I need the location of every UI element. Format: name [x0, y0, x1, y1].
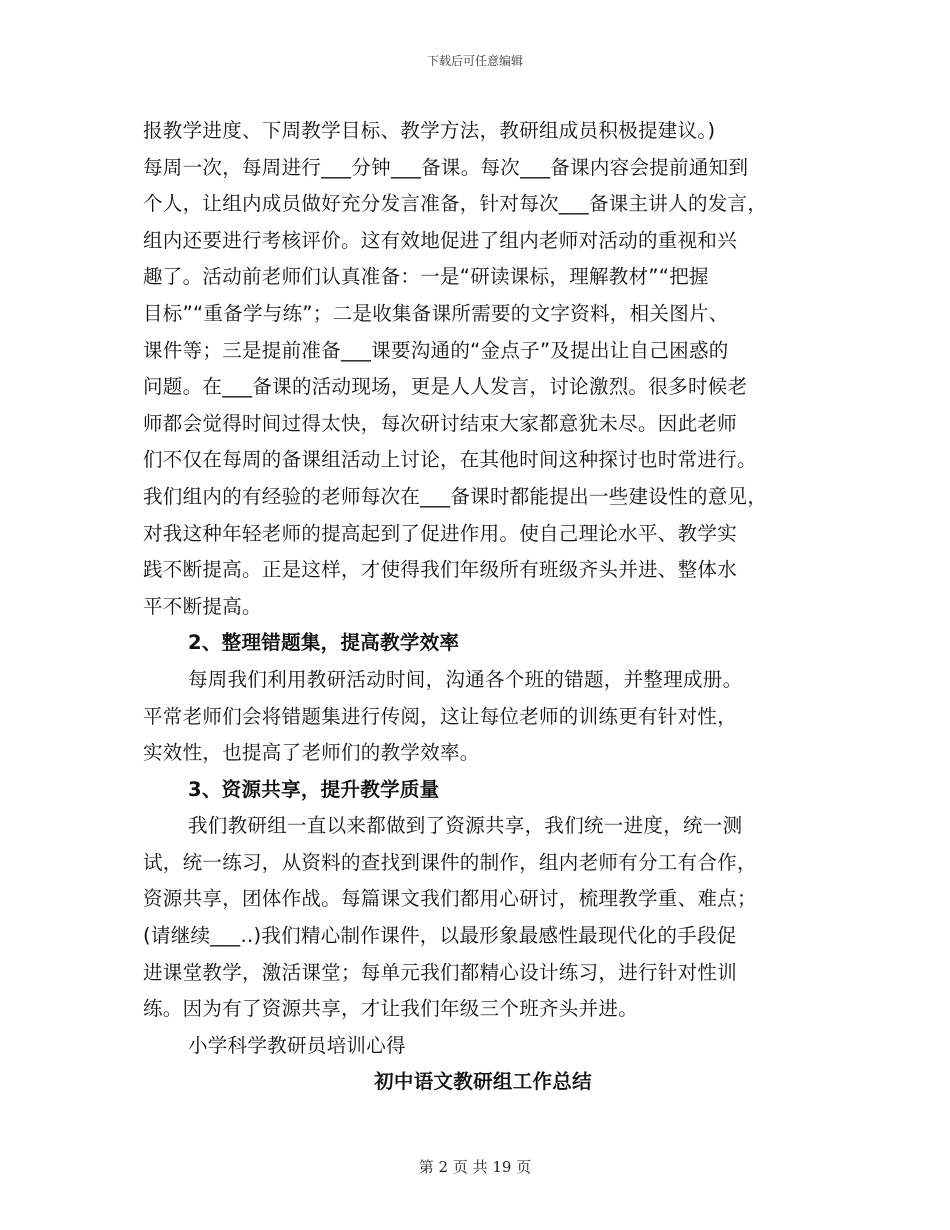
section-heading: 3、资源共享，提升教学质量 — [188, 777, 440, 801]
text-line: 我们组内的有经验的老师每次在___备课时都能提出一些建设性的意见， — [143, 484, 768, 508]
text-line: 们不仅在每周的备课组活动上讨论，在其他时间这种探讨也时常进行。 — [143, 448, 757, 472]
section-heading: 2、整理错题集，提高教学效率 — [188, 631, 460, 655]
text-line: 师都会觉得时间过得太快，每次研讨结束大家都意犹未尽。因此老师 — [143, 411, 738, 435]
text-line: 我们教研组一直以来都做到了资源共享，我们统一进度，统一测 — [188, 814, 743, 838]
page-footer: 第 2 页 共 19 页 — [418, 1158, 532, 1176]
body-text — [143, 113, 823, 1101]
text-line: 实效性，也提高了老师们的教学效率。 — [143, 741, 480, 765]
text-line: 每周我们利用教研活动时间，沟通各个班的错题，并整理成册。 — [188, 667, 743, 691]
text-line: 平常老师们会将错题集进行传阅，这让每位老师的训练更有针对性， — [143, 704, 738, 728]
text-line: 对我这种年轻老师的提高起到了促进作用。使自己理论水平、教学实 — [143, 521, 738, 545]
text-line: 问题。在___备课的活动现场，更是人人发言，讨论激烈。很多时候老 — [143, 375, 748, 399]
text-line: 资源共享，团体作战。每篇课文我们都用心研讨，梳理教学重、难点； — [143, 887, 757, 911]
text-line: (请继续___..)我们精心制作课件，以最形象最感性最现代化的手段促 — [143, 924, 737, 948]
text-line: 平不断提高。 — [143, 594, 262, 618]
text-line: 目标”“重备学与练”；二是收集备课所需要的文字资料，相关图片、 — [143, 301, 729, 325]
text-line: 小学科学教研员培训心得 — [188, 1033, 406, 1057]
text-line: 练。因为有了资源共享，才让我们年级三个班齐头并进。 — [143, 997, 639, 1021]
text-line: 试，统一练习，从资料的查找到课件的制作，组内老师有分工有合作， — [143, 850, 757, 874]
document-title: 初中语文教研组工作总结 — [374, 1070, 592, 1094]
text-line: 组内还要进行考核评价。这有效地促进了组内老师对活动的重视和兴 — [143, 228, 738, 252]
page-header: 下载后可任意编辑 — [426, 54, 523, 68]
text-line: 践不断提高。正是这样，才使得我们年级所有班级齐头并进、整体水 — [143, 558, 738, 582]
text-line: 趣了。活动前老师们认真准备：一是“研读课标，理解教材”“把握 — [143, 265, 709, 289]
text-line: 进课堂教学，激活课堂；每单元我们都精心设计练习，进行针对性训 — [143, 960, 738, 984]
text-line: 课件等；三是提前准备___课要沟通的“金点子”及提出让自己困惑的 — [143, 338, 729, 362]
text-line: 个人，让组内成员做好充分发言准备，针对每次___备课主讲人的发言， — [143, 192, 768, 216]
text-line: 报教学进度、下周教学目标、教学方法，教研组成员积极提建议。) — [143, 119, 716, 142]
text-line: 每周一次，每周进行___分钟___备课。每次___备课内容会提前通知到 — [143, 155, 749, 179]
